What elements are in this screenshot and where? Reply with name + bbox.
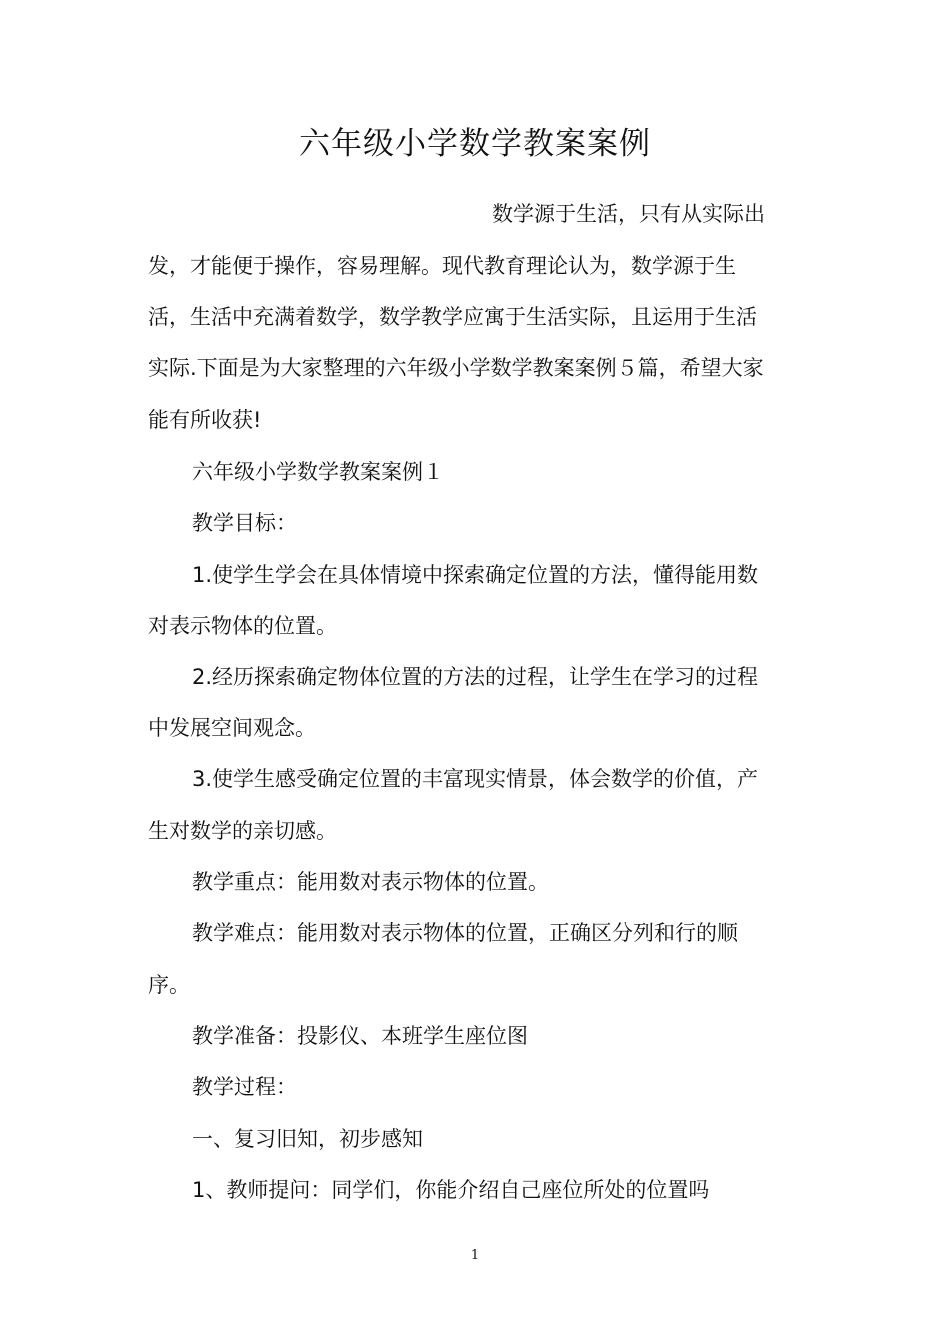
intro-line-1: 数学源于生活，只有从实际出 <box>492 202 765 226</box>
process-label: 教学过程： <box>192 1075 297 1099</box>
goals-label: 教学目标： <box>192 511 297 535</box>
difficulty-line-2: 序。 <box>148 973 190 997</box>
goal-1-line-2: 对表示物体的位置。 <box>148 614 337 638</box>
intro-line-2: 发，才能便于操作，容易理解。现代教育理论认为，数学源于生 <box>148 254 736 278</box>
goal-1-line-1: 1.使学生学会在具体情境中探索确定位置的方法，懂得能用数 <box>192 563 759 587</box>
preparation: 教学准备：投影仪、本班学生座位图 <box>192 1024 528 1048</box>
intro-line-4: 实际.下面是为大家整理的六年级小学数学教案案例５篇，希望大家 <box>148 356 764 380</box>
intro-line-5: 能有所收获! <box>148 408 262 432</box>
goal-2-line-2: 中发展空间观念。 <box>148 716 316 740</box>
goal-3-line-2: 生对数学的亲切感。 <box>148 819 337 843</box>
goal-2-line-1: 2.经历探索确定物体位置的方法的过程，让学生在学习的过程 <box>192 665 759 689</box>
page-number: 1 <box>470 1248 480 1263</box>
section-heading: 六年级小学数学教案案例１ <box>192 460 444 484</box>
step-1-item-1: 1、教师提问：同学们，你能介绍自己座位所处的位置吗 <box>192 1178 710 1202</box>
page-title: 六年级小学数学教案案例 <box>299 126 651 162</box>
key-point: 教学重点：能用数对表示物体的位置。 <box>192 870 549 894</box>
step-1-heading: 一、复习旧知，初步感知 <box>192 1127 423 1151</box>
intro-line-3: 活，生活中充满着数学，数学教学应寓于生活实际，且运用于生活 <box>148 305 757 329</box>
difficulty-line-1: 教学难点：能用数对表示物体的位置，正确区分列和行的顺 <box>192 921 738 945</box>
goal-3-line-1: 3.使学生感受确定位置的丰富现实情景，体会数学的价值，产 <box>192 767 759 791</box>
